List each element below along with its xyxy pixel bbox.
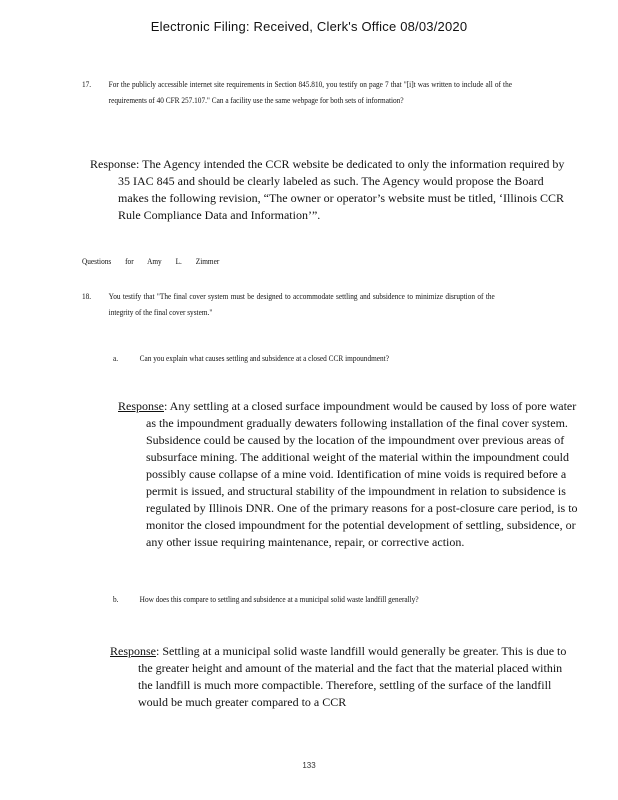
response-label: Response [110, 644, 156, 658]
questions-heading: Questions for Amy L. Zimmer [82, 256, 220, 266]
response-text: : Any settling at a closed surface impoundment would be caused by loss of pore water as the impoundment gradually dewaters following installation of the final cover system. Subsidence could be caused by the location of the impoundment over previous areas of subsurface mining. The additional weight of the material within the impoundment could possibly cause collapse of a mine void. Identification of mine voids is required before a permit is issued, and structural stability of the impoundment in relation to subsidence is regulated by Illinois DNR. One of the primary reasons for a post-closure care period, is to monitor the closed impoundment for the potential development of settling, subsidence, or any other issue requiring maintenance, repair, or corrective action. [146, 399, 578, 549]
response-18a [118, 398, 588, 551]
question-text: For the publicly accessible internet site requirements in Section 845.810, you testify on page 7 that "[i]t was written to include all of the requirements of 40 CFR 257.107." Can a facility use the same webpage for both sets of information? [108, 79, 512, 105]
question-18a [113, 350, 479, 366]
response-text: The Agency intended the CCR website be dedicated to only the information required by 35 IAC 845 and should be clearly labeled as such. The Agency would propose the Board makes the following revision, “The owner or operator’s website must be titled, ‘Illinois CCR Rule Compliance Data and Information’”. [118, 157, 565, 222]
question-letter: a. [113, 353, 119, 363]
question-18b [113, 591, 479, 607]
response-label: Response: [90, 157, 140, 171]
question-18 [82, 288, 495, 320]
question-text: You testify that "The final cover system must be designed to accommodate settling and subsidence to minimize disruption of the integrity of the final cover system." [108, 291, 495, 317]
response-18b [110, 643, 572, 711]
response-text: : Settling at a municipal solid waste landfill would generally be greater. This is due to the greater height and amount of the material and the fact that the material placed within the landfill is much more compactible. Therefore, settling of the surface of the landfill would be much greater compared to a CCR [138, 644, 567, 709]
question-17 [82, 76, 512, 108]
question-text: Can you explain what causes settling and subsidence at a closed CCR impoundment? [139, 353, 389, 363]
question-letter: b. [113, 594, 119, 604]
page-number: 133 [302, 761, 316, 770]
response-17 [90, 156, 568, 224]
question-number: 18. [82, 291, 92, 301]
question-number: 17. [82, 79, 92, 89]
filing-stamp-header: Electronic Filing: Received, Clerk's Office 08/03/2020 [150, 19, 468, 34]
question-text: How does this compare to settling and subsidence at a municipal solid waste landfill generally? [139, 594, 419, 604]
response-label: Response [118, 399, 164, 413]
